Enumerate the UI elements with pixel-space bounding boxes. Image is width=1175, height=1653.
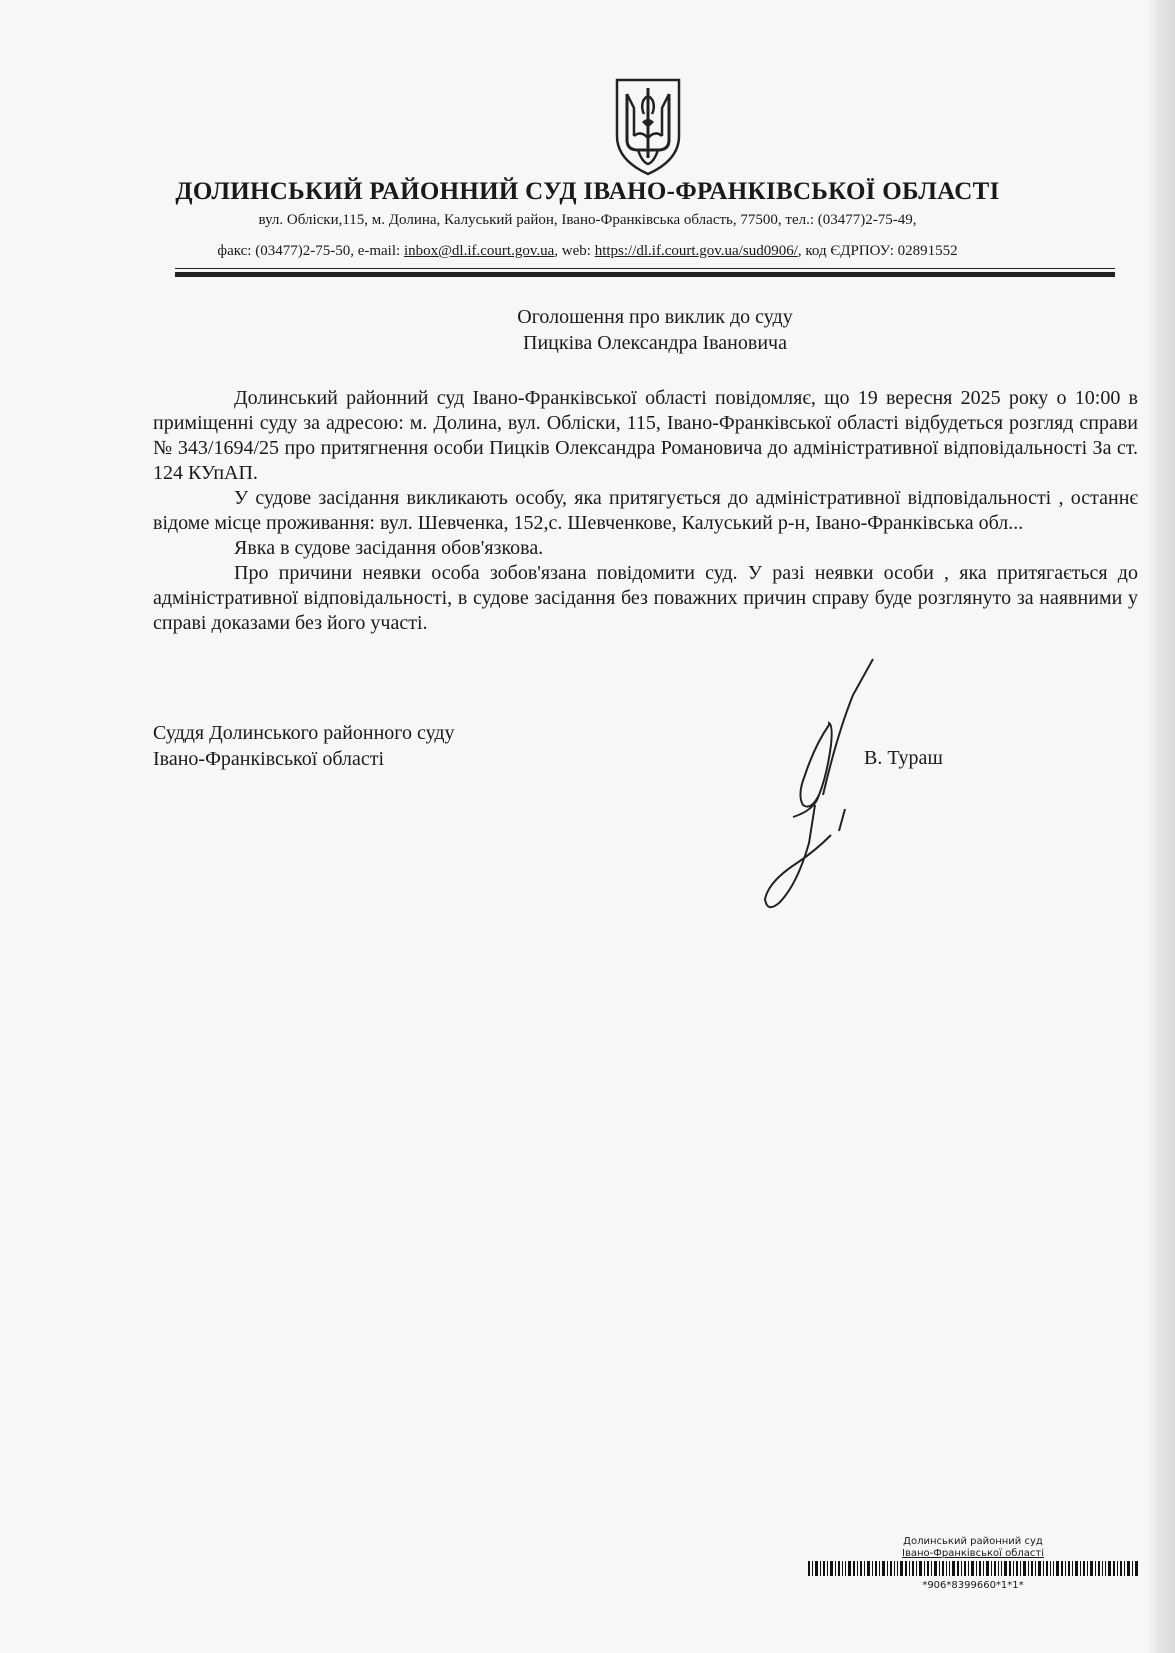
header-divider-thick bbox=[175, 272, 1115, 277]
handwritten-signature-icon bbox=[745, 655, 890, 930]
notice-person: Пицківа Олександра Івановича bbox=[523, 332, 787, 354]
trident-emblem-icon bbox=[614, 78, 682, 176]
paragraph-absence: Про причини неявки особа зобов'язана повідомити суд. У разі неявки особи , яка притягається до адміністративної відповідальності, в судове засідання без поважних причин справу буде розглянуто за наявними у справі доказами без його участі. bbox=[153, 562, 1138, 634]
stamp-court: Долинський районний суд bbox=[903, 1536, 1043, 1547]
barcode-icon bbox=[808, 1561, 1138, 1576]
edrpou-code: , код ЄДРПОУ: 02891552 bbox=[797, 243, 958, 259]
judge-name: В. Тураш bbox=[864, 747, 943, 769]
fax-label: факс: (03477)2-75-50, e-mail: bbox=[217, 243, 404, 259]
court-title: ДОЛИНСЬКИЙ РАЙОННИЙ СУД ІВАНО-ФРАНКІВСЬКОЇ ОБЛАСТІ bbox=[175, 178, 1000, 205]
paragraph-summons: У судове засідання викликають особу, яка притягується до адміністративної відповідальності , останнє відоме місце проживання: вул. Шевченка, 152,с. Шевченкове, Калуський р-н, Івано-Франківська обл... bbox=[153, 487, 1138, 534]
registry-stamp bbox=[808, 1536, 1138, 1592]
judge-title-line1: Суддя Долинського районного суду bbox=[153, 722, 455, 744]
email-link[interactable]: inbox@dl.if.court.gov.ua bbox=[403, 243, 555, 259]
web-link[interactable]: https://dl.if.court.gov.ua/sud0906/ bbox=[594, 243, 798, 259]
paragraph-hearing: Долинський районний суд Івано-Франківської області повідомляє, що 19 вересня 2025 року о 10:00 в приміщенні суду за адресою: м. Долина, вул. Обліски, 115, Івано-Франківської області відбудеться розгляд справи № 343/1694/25 про притягнення особи Пицків Олександра Романовича до адміністративної відповідальності За ст. 124 КУпАП. bbox=[153, 387, 1138, 484]
court-contacts bbox=[0, 243, 1175, 260]
web-label: , web: bbox=[554, 243, 595, 259]
notice-title: Оголошення про виклик до суду bbox=[517, 306, 793, 328]
stamp-region: Івано-Франківської області bbox=[902, 1548, 1044, 1559]
stamp-code: *906*8399660*1*1* bbox=[922, 1580, 1024, 1591]
notice-heading bbox=[0, 304, 1175, 356]
paragraph-attendance: Явка в судове засідання обов'язкова. bbox=[234, 537, 544, 559]
judge-title bbox=[153, 720, 455, 772]
court-address: вул. Обліски,115, м. Долина, Калуський район, Івано-Франківська область, 77500, тел.: (03477)2-75-49, bbox=[258, 212, 917, 228]
header-divider-thin bbox=[175, 268, 1115, 269]
judge-title-line2: Івано-Франківської області bbox=[153, 748, 385, 770]
notice-body bbox=[153, 386, 1138, 636]
